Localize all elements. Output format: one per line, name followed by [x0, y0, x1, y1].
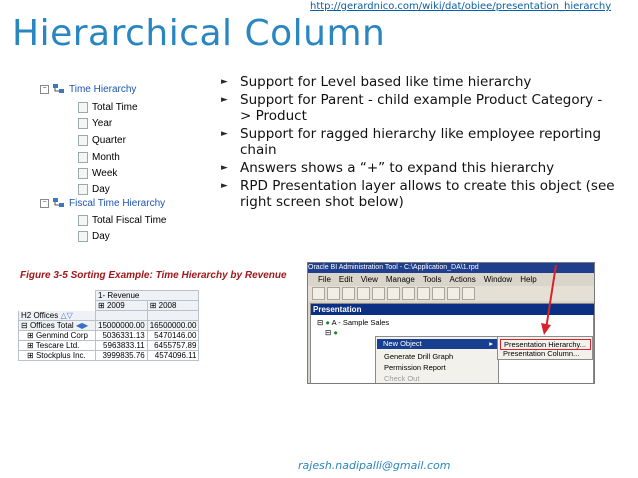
bullet-item — [221, 74, 616, 90]
diagram-icon[interactable] — [447, 287, 460, 300]
tree-level-label: Week — [92, 167, 118, 179]
open-icon[interactable] — [327, 287, 340, 300]
row-label-cell[interactable] — [19, 331, 96, 341]
year-label: 2009 — [106, 301, 125, 310]
row-label-cell[interactable] — [19, 321, 96, 331]
year-label: 2008 — [158, 301, 177, 310]
expand-icon[interactable]: ⊞ — [27, 331, 34, 340]
menu-help[interactable]: Help — [520, 275, 537, 284]
sort-icon[interactable]: △▽ — [60, 311, 73, 320]
bullet-item — [221, 178, 616, 210]
row-label-cell[interactable] — [19, 341, 96, 351]
bullet-text: Support for Parent - child example Product Category - > Product — [240, 92, 603, 124]
edit-icon[interactable] — [417, 287, 430, 300]
menu-item-new-object[interactable] — [377, 339, 497, 349]
source-url-link[interactable]: http://gerardnico.com/wiki/dat/obiee/presentation_hierarchy — [310, 1, 612, 12]
expand-icon[interactable]: ⊞ — [27, 351, 34, 360]
table-row — [19, 331, 199, 341]
value-cell: 5470146.00 — [147, 331, 199, 341]
slide-title: Hierarchical Column — [12, 13, 386, 54]
tree-root-label: Time Hierarchy — [69, 83, 137, 95]
value-cell: 6455757.89 — [147, 341, 199, 351]
expand-icon[interactable]: ⊞ — [27, 341, 34, 350]
table-row — [19, 321, 199, 331]
menu-window[interactable]: Window — [483, 275, 513, 284]
value-cell: 3999835.76 — [96, 351, 148, 361]
tree-level[interactable] — [78, 166, 117, 180]
level-icon — [78, 102, 88, 113]
menu-item-generate-drill-graph[interactable]: Generate Drill Graph — [384, 352, 454, 361]
pane-title: Presentation — [313, 305, 362, 314]
menu-item-check-out: Check Out — [384, 374, 420, 383]
tree-child[interactable] — [325, 328, 338, 337]
context-menu — [375, 336, 499, 384]
row-label: Tescare Ltd. — [35, 341, 80, 350]
author-email[interactable]: rajesh.nadipalli@gmail.com — [298, 459, 451, 472]
value-cell: 16500000.00 — [147, 321, 199, 331]
bullet-list — [221, 74, 616, 212]
hierarchy-icon — [53, 84, 67, 94]
tree-level[interactable] — [78, 100, 138, 114]
tree-level-label: Day — [92, 230, 110, 242]
measure-header: 1- Revenue — [96, 291, 199, 301]
row-label: Genmind Corp — [35, 331, 88, 340]
tree-node[interactable] — [317, 318, 389, 327]
menu-file[interactable]: File — [318, 275, 331, 284]
bullet-arrow-icon: ► — [221, 163, 228, 173]
row-label-cell[interactable] — [19, 351, 96, 361]
revenue-pivot-table — [18, 290, 199, 361]
level-icon — [78, 215, 88, 226]
menu-actions[interactable]: Actions — [449, 275, 476, 284]
bullet-text: RPD Presentation layer allows to create this object (see right screen shot below) — [240, 178, 615, 210]
level-icon — [78, 152, 88, 163]
subject-area-icon: ● — [325, 318, 330, 327]
menu-item-presentation-hierarchy[interactable]: Presentation Hierarchy... — [500, 339, 591, 350]
tree-node-label: A - Sample Sales — [331, 318, 390, 327]
tree-level[interactable] — [78, 116, 112, 130]
print-icon[interactable] — [357, 287, 370, 300]
bullet-arrow-icon: ► — [221, 181, 228, 191]
highlight-arrow-icon — [538, 265, 560, 337]
level-icon — [78, 118, 88, 129]
tree-level[interactable] — [78, 229, 110, 243]
paste-icon[interactable] — [402, 287, 415, 300]
value-cell: 5963833.11 — [96, 341, 148, 351]
bullet-arrow-icon: ► — [221, 95, 228, 105]
check-icon[interactable] — [432, 287, 445, 300]
bullet-item — [221, 160, 616, 176]
sort-arrows-icon[interactable]: ◀▶ — [75, 321, 89, 330]
hierarchy-icon — [53, 198, 67, 208]
menu-edit[interactable]: Edit — [338, 275, 353, 284]
tree-root-time-hierarchy[interactable] — [40, 82, 136, 96]
menu-item-presentation-column[interactable]: Presentation Column... — [503, 349, 580, 358]
row-label: Stockplus Inc. — [35, 351, 86, 360]
table-row — [19, 351, 199, 361]
bullet-arrow-icon: ► — [221, 77, 228, 87]
copy-icon[interactable] — [387, 287, 400, 300]
dimension-label: H2 Offices — [21, 311, 59, 320]
dimension-header[interactable] — [19, 311, 96, 321]
value-cell: 4574096.11 — [147, 351, 199, 361]
expand-icon[interactable]: ⊞ — [98, 301, 105, 310]
table-row — [19, 341, 199, 351]
tree-level-label: Total Fiscal Time — [92, 214, 167, 226]
empty-cell — [96, 311, 148, 321]
menu-view[interactable]: View — [360, 275, 378, 284]
menu-tools[interactable]: Tools — [422, 275, 442, 284]
admin-tool-screenshot — [307, 262, 595, 384]
layout-icon[interactable] — [462, 287, 475, 300]
tree-level[interactable] — [78, 213, 166, 227]
tree-root-label: Fiscal Time Hierarchy — [69, 197, 166, 209]
new-icon[interactable] — [312, 287, 325, 300]
collapse-icon[interactable]: ⊟ — [21, 321, 28, 330]
tree-level-label: Total Time — [92, 101, 138, 113]
tree-level-label: Day — [92, 183, 110, 195]
empty-cell — [19, 301, 96, 311]
bullet-text: Support for Level based like time hierarchy — [240, 74, 532, 90]
level-icon — [78, 135, 88, 146]
collapse-icon[interactable]: ⊟ — [325, 328, 332, 337]
menu-item-permission-report[interactable]: Permission Report — [384, 363, 446, 372]
bullet-text: Support for ragged hierarchy like employee reporting chain — [240, 126, 602, 158]
menu-manage[interactable]: Manage — [385, 275, 415, 284]
collapse-icon[interactable]: − — [40, 85, 49, 94]
submenu-arrow-icon: ▸ — [489, 339, 493, 348]
level-icon — [78, 184, 88, 195]
new-object-submenu — [497, 336, 593, 360]
save-icon[interactable] — [342, 287, 355, 300]
year-header[interactable] — [147, 301, 199, 311]
tree-level-label: Quarter — [92, 134, 126, 146]
tree-root-fiscal-time-hierarchy[interactable] — [40, 196, 165, 210]
value-cell: 15000000.00 — [96, 321, 148, 331]
tree-level[interactable] — [78, 150, 120, 164]
bullet-arrow-icon: ► — [221, 129, 228, 139]
row-label: Offices Total — [29, 321, 74, 330]
level-icon — [78, 231, 88, 242]
cut-icon[interactable] — [372, 287, 385, 300]
expand-icon[interactable]: ⊞ — [149, 301, 157, 310]
window-title: Oracle BI Administration Tool - C:\Application_DA\1.rpd — [308, 264, 479, 271]
tree-level[interactable] — [78, 182, 110, 196]
empty-cell — [19, 291, 96, 301]
value-cell: 5036331.13 — [96, 331, 148, 341]
menu-item-label: New Object — [383, 339, 422, 348]
collapse-icon[interactable]: ⊟ — [317, 318, 324, 327]
bullet-text: Answers shows a “+” to expand this hierarchy — [240, 160, 555, 176]
bullet-item — [221, 126, 616, 158]
tree-level-label: Month — [92, 151, 120, 163]
year-header[interactable] — [96, 301, 148, 311]
empty-cell — [147, 311, 199, 321]
bullet-item — [221, 92, 616, 124]
level-icon — [78, 168, 88, 179]
collapse-icon[interactable]: − — [40, 199, 49, 208]
tree-level[interactable] — [78, 133, 126, 147]
tree-level-label: Year — [92, 117, 113, 129]
folder-icon: ● — [333, 328, 338, 337]
figure-caption: Figure 3-5 Sorting Example: Time Hierarchy by Revenue — [20, 270, 287, 281]
